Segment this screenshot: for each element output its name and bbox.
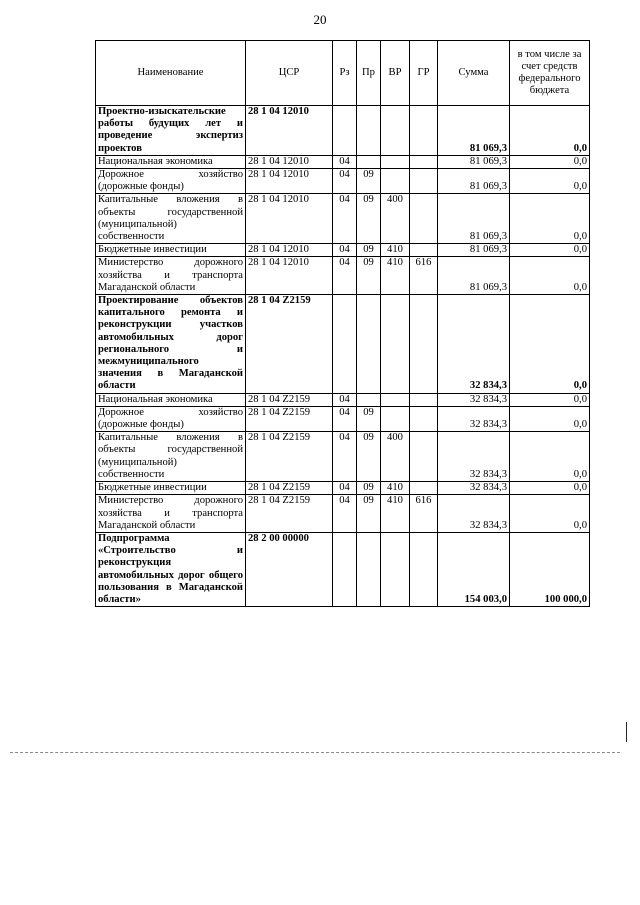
cell-gr	[410, 169, 438, 194]
header-name: Наименование	[96, 41, 246, 106]
cell-federal: 0,0	[510, 482, 590, 495]
cell-rz	[333, 532, 357, 606]
cell-vr	[381, 532, 410, 606]
cell-name: Министерство дорожного хозяйства и транспорта Магаданской области	[96, 495, 246, 533]
cell-name: Министерство дорожного хозяйства и транспорта Магаданской области	[96, 257, 246, 295]
table-row	[96, 106, 590, 156]
cell-pr	[357, 106, 381, 156]
header-vr: ВР	[381, 41, 410, 106]
cell-csr: 28 1 04 12010	[246, 169, 333, 194]
cell-name: Национальная экономика	[96, 155, 246, 168]
cell-sum: 32 834,3	[438, 393, 510, 406]
cell-pr: 09	[357, 495, 381, 533]
table-row	[96, 194, 590, 244]
cell-vr: 400	[381, 432, 410, 482]
cell-csr: 28 1 04 Z2159	[246, 393, 333, 406]
cell-federal: 0,0	[510, 393, 590, 406]
table-row	[96, 532, 590, 606]
table-row	[96, 406, 590, 431]
cell-gr	[410, 406, 438, 431]
cell-pr: 09	[357, 257, 381, 295]
cell-rz: 04	[333, 257, 357, 295]
cell-federal: 0,0	[510, 169, 590, 194]
cell-sum: 81 069,3	[438, 155, 510, 168]
table-row	[96, 257, 590, 295]
cell-name: Проектно-изыскательские работы будущих лет и проведение экспертиз проектов	[96, 106, 246, 156]
cell-gr	[410, 155, 438, 168]
scan-divider-left	[10, 752, 620, 753]
cell-sum: 154 003,0	[438, 532, 510, 606]
cell-federal: 0,0	[510, 106, 590, 156]
cell-gr	[410, 194, 438, 244]
cell-federal: 0,0	[510, 432, 590, 482]
cell-vr	[381, 155, 410, 168]
table-row	[96, 295, 590, 394]
cell-csr: 28 1 04 Z2159	[246, 406, 333, 431]
cell-csr: 28 1 04 Z2159	[246, 482, 333, 495]
header-csr: ЦСР	[246, 41, 333, 106]
budget-table	[95, 40, 590, 607]
cell-rz: 04	[333, 482, 357, 495]
cell-name: Подпрограмма «Строительство и реконструкция автомобильных дорог общего пользования в Магаданской области»	[96, 532, 246, 606]
cell-vr	[381, 295, 410, 394]
header-pr: Пр	[357, 41, 381, 106]
cell-sum: 81 069,3	[438, 257, 510, 295]
cell-pr	[357, 155, 381, 168]
cell-pr	[357, 532, 381, 606]
margin-mark	[626, 722, 627, 742]
cell-sum: 81 069,3	[438, 194, 510, 244]
cell-pr: 09	[357, 169, 381, 194]
cell-vr: 410	[381, 244, 410, 257]
cell-rz: 04	[333, 393, 357, 406]
header-federal: в том числе за счет средств федерального бюджета	[510, 41, 590, 106]
header-sum: Сумма	[438, 41, 510, 106]
cell-name: Капитальные вложения в объекты государственной (муниципальной) собственности	[96, 194, 246, 244]
cell-federal: 0,0	[510, 257, 590, 295]
cell-name: Бюджетные инвестиции	[96, 482, 246, 495]
cell-name: Бюджетные инвестиции	[96, 244, 246, 257]
cell-pr: 09	[357, 244, 381, 257]
header-rz: Рз	[333, 41, 357, 106]
table-row	[96, 393, 590, 406]
cell-csr: 28 1 04 12010	[246, 106, 333, 156]
table-row	[96, 482, 590, 495]
table-row	[96, 155, 590, 168]
cell-federal: 0,0	[510, 406, 590, 431]
cell-rz	[333, 295, 357, 394]
page-number: 20	[313, 12, 327, 27]
cell-gr	[410, 432, 438, 482]
cell-federal: 100 000,0	[510, 532, 590, 606]
cell-csr: 28 1 04 12010	[246, 194, 333, 244]
cell-sum: 32 834,3	[438, 406, 510, 431]
cell-csr: 28 1 04 12010	[246, 155, 333, 168]
cell-csr: 28 1 04 Z2159	[246, 295, 333, 394]
cell-csr: 28 1 04 12010	[246, 244, 333, 257]
cell-vr: 410	[381, 257, 410, 295]
cell-federal: 0,0	[510, 495, 590, 533]
cell-sum: 32 834,3	[438, 495, 510, 533]
cell-sum: 81 069,3	[438, 169, 510, 194]
cell-csr: 28 2 00 00000	[246, 532, 333, 606]
cell-pr	[357, 393, 381, 406]
cell-federal: 0,0	[510, 194, 590, 244]
cell-name: Капитальные вложения в объекты государственной (муниципальной) собственности	[96, 432, 246, 482]
cell-pr: 09	[357, 482, 381, 495]
header-gr: ГР	[410, 41, 438, 106]
cell-pr: 09	[357, 406, 381, 431]
cell-gr	[410, 482, 438, 495]
cell-rz: 04	[333, 495, 357, 533]
cell-name: Дорожное хозяйство (дорожные фонды)	[96, 169, 246, 194]
table-row	[96, 244, 590, 257]
cell-sum: 32 834,3	[438, 482, 510, 495]
cell-gr	[410, 244, 438, 257]
table-header-row	[96, 41, 590, 106]
cell-rz: 04	[333, 406, 357, 431]
cell-csr: 28 1 04 Z2159	[246, 495, 333, 533]
cell-rz: 04	[333, 194, 357, 244]
cell-csr: 28 1 04 Z2159	[246, 432, 333, 482]
cell-vr: 400	[381, 194, 410, 244]
cell-vr	[381, 406, 410, 431]
cell-vr	[381, 106, 410, 156]
cell-gr	[410, 532, 438, 606]
table-row	[96, 432, 590, 482]
cell-federal: 0,0	[510, 155, 590, 168]
cell-sum: 32 834,3	[438, 295, 510, 394]
cell-sum: 32 834,3	[438, 432, 510, 482]
cell-pr: 09	[357, 432, 381, 482]
cell-gr	[410, 106, 438, 156]
table-row	[96, 495, 590, 533]
cell-vr	[381, 393, 410, 406]
cell-name: Национальная экономика	[96, 393, 246, 406]
cell-pr	[357, 295, 381, 394]
cell-gr	[410, 393, 438, 406]
cell-pr: 09	[357, 194, 381, 244]
cell-rz: 04	[333, 244, 357, 257]
cell-vr: 410	[381, 495, 410, 533]
cell-gr: 616	[410, 495, 438, 533]
table-body	[96, 106, 590, 607]
cell-name: Дорожное хозяйство (дорожные фонды)	[96, 406, 246, 431]
table-row	[96, 169, 590, 194]
cell-rz: 04	[333, 169, 357, 194]
cell-federal: 0,0	[510, 244, 590, 257]
cell-vr	[381, 169, 410, 194]
cell-federal: 0,0	[510, 295, 590, 394]
cell-gr	[410, 295, 438, 394]
cell-rz	[333, 106, 357, 156]
cell-name: Проектирование объектов капитального ремонта и реконструкции участков автомобильных дорог регионального и межмуниципального значения в Магаданской области	[96, 295, 246, 394]
cell-sum: 81 069,3	[438, 106, 510, 156]
cell-gr: 616	[410, 257, 438, 295]
cell-vr: 410	[381, 482, 410, 495]
cell-rz: 04	[333, 155, 357, 168]
cell-csr: 28 1 04 12010	[246, 257, 333, 295]
cell-rz: 04	[333, 432, 357, 482]
cell-sum: 81 069,3	[438, 244, 510, 257]
